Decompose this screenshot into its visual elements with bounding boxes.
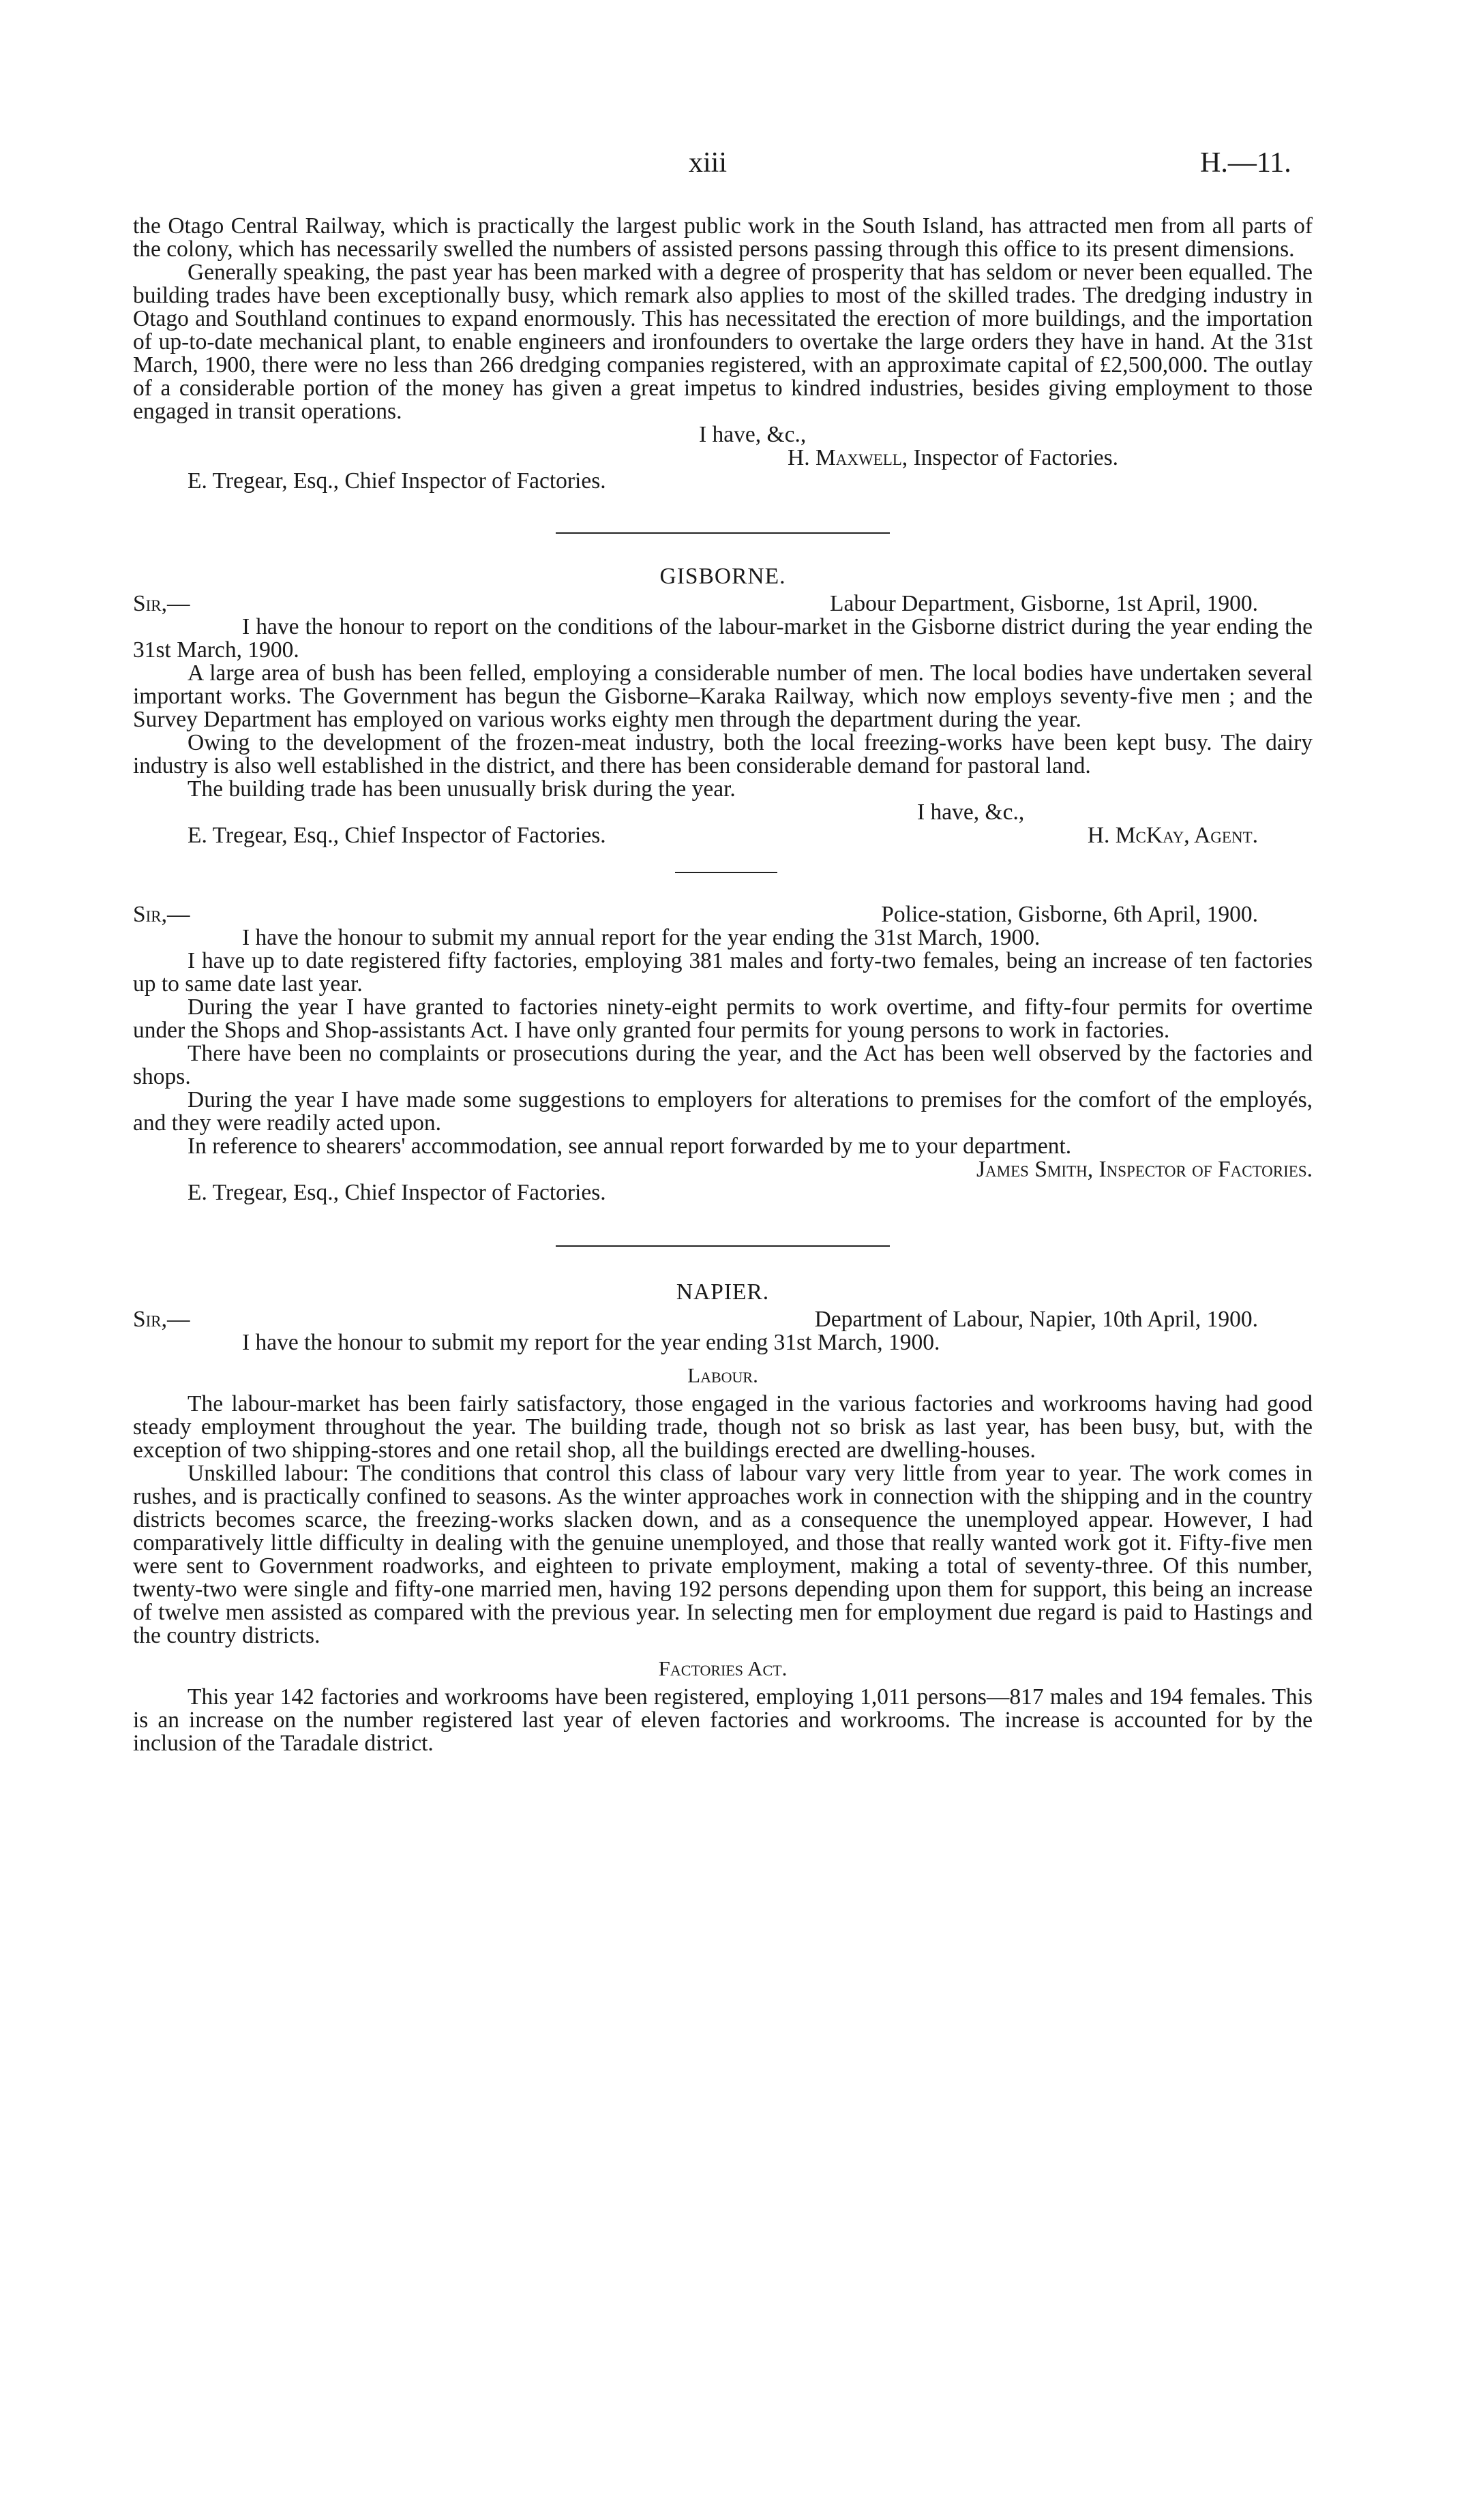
napier-paragraph-4: This year 142 factories and workrooms have been registered, employing 1,011 persons—817 males and 194 females. This is an increase on the number registered last year of eleven factories and workrooms. The increase is accounted for by the inclusion of the Taradale district.: [133, 1684, 1313, 1756]
napier-heading: NAPIER.: [676, 1279, 770, 1305]
gisborne-paragraph-1: I have the honour to report on the conditions of the labour-market in the Gisborne district during the year ending the 31st March, 1900.: [133, 614, 1313, 663]
section-divider-2: [556, 1245, 890, 1247]
police-dateline: Police-station, Gisborne, 6th April, 1900.: [881, 902, 1258, 927]
police-paragraph-3: During the year I have granted to factories ninety-eight permits to work overtime, and fifty-four permits for overtime under the Shops and Shop-assistants Act. I have only granted four permits for young persons to work in factories.: [133, 995, 1313, 1043]
napier-dateline: Department of Labour, Napier, 10th April, 1900.: [814, 1307, 1258, 1332]
police-paragraph-6: In reference to shearers' accommodation, see annual report forwarded by me to your department.: [188, 1134, 1072, 1159]
gisborne-paragraph-4: The building trade has been unusually brisk during the year.: [188, 776, 736, 802]
police-signature: James Smith, Inspector of Factories.: [976, 1157, 1313, 1182]
otago-signature: [133, 446, 1313, 470]
section-divider: [556, 532, 890, 534]
gisborne-closing: I have, &c.,: [917, 800, 1025, 825]
gisborne-salutation-row: [133, 592, 1313, 616]
gisborne-paragraph-2: A large area of bush has been felled, employing a considerable number of men. The local bodies have undertaken several important works. The Government has begun the Gisborne–Karaka Railway, which now employs seventy-five men ; and the Survey Department has employed on various works eighty men through the department during the year.: [133, 661, 1313, 732]
gisborne-addressee: E. Tregear, Esq., Chief Inspector of Factories.: [188, 823, 606, 848]
police-paragraph-1: I have the honour to submit my annual report for the year ending the 31st March, 1900.: [242, 925, 1041, 950]
gisborne-signature: H. McKay, Agent.: [1087, 823, 1258, 848]
gisborne-dateline: Labour Department, Gisborne, 1st April, 1900.: [829, 591, 1258, 616]
police-salutation-row: [133, 903, 1313, 926]
napier-subheading-factories-act: Factories Act.: [658, 1656, 788, 1680]
otago-signature-title: Inspector of Factories.: [913, 445, 1119, 470]
gisborne-salutation: Sir,—: [133, 591, 190, 616]
otago-signature-name: H. Maxwell,: [788, 445, 908, 470]
gisborne-heading: GISBORNE.: [659, 564, 786, 589]
police-paragraph-2: I have up to date registered fifty factories, employing 381 males and forty-two females, being an increase of ten factories up to same date last year.: [133, 948, 1313, 997]
short-divider: [675, 872, 777, 873]
police-addressee: E. Tregear, Esq., Chief Inspector of Factories.: [188, 1180, 606, 1205]
napier-salutation: Sir,—: [133, 1307, 190, 1332]
page-number: xiii: [689, 147, 728, 179]
otago-closing: I have, &c.,: [699, 422, 807, 447]
napier-salutation-row: [133, 1308, 1313, 1331]
napier-paragraph-1: I have the honour to submit my report for the year ending 31st March, 1900.: [242, 1330, 940, 1355]
otago-paragraph-1: the Otago Central Railway, which is practically the largest public work in the South Island, has attracted men from all parts of the colony, which has necessarily swelled the numbers of assisted persons passing through this office to its present dimensions.: [133, 213, 1313, 262]
gisborne-signoff: [133, 824, 1313, 847]
otago-addressee: E. Tregear, Esq., Chief Inspector of Factories.: [188, 468, 606, 494]
document-reference: H.—11.: [1200, 147, 1291, 179]
police-paragraph-4: There have been no complaints or prosecutions during the year, and the Act has been well observed by the factories and shops.: [133, 1041, 1313, 1089]
napier-subheading-labour: Labour.: [687, 1363, 758, 1387]
napier-paragraph-3: Unskilled labour: The conditions that control this class of labour vary very little from year to year. The work comes in rushes, and is practically confined to seasons. As the winter approaches work in connection with the shipping and in the country districts becomes scarce, the freezing-works slacken down, and as a consequence the unemployed appear. However, I had comparatively little difficulty in dealing with the genuine unemployed, and those that really wanted work got it. Fifty-five men were sent to Government roadworks, and eighteen to private employment, making a total of seventy-three. Of this number, twenty-two were single and fifty-one married men, having 192 persons depending upon them for support, this being an increase of twelve men assisted as compared with the previous year. In selecting men for employment due regard is paid to Hastings and the country districts.: [133, 1461, 1313, 1648]
police-paragraph-5: During the year I have made some suggestions to employers for alterations to premises for the comfort of the employés, and they were readily acted upon.: [133, 1087, 1313, 1136]
napier-paragraph-2: The labour-market has been fairly satisfactory, those engaged in the various factories and workrooms having had good steady employment throughout the year. The building trade, though not so brisk as last year, has been busy, but, with the exception of two shipping-stores and one retail shop, all the buildings erected are dwelling-houses.: [133, 1391, 1313, 1463]
gisborne-paragraph-3: Owing to the development of the frozen-meat industry, both the local freezing-works have been kept busy. The dairy industry is also well established in the district, and there has been considerable demand for pastoral land.: [133, 730, 1313, 778]
police-salutation: Sir,—: [133, 902, 190, 927]
otago-paragraph-2: Generally speaking, the past year has been marked with a degree of prosperity that has seldom or never been equalled. The building trades have been exceptionally busy, which remark also applies to most of the skilled trades. The dredging industry in Otago and Southland continues to expand enormously. This has necessitated the erection of more buildings, and the importation of up-to-date mechanical plant, to enable engineers and ironfounders to overtake the large orders they have in hand. At the 31st March, 1900, there were no less than 266 dredging companies registered, with an approximate capital of £2,500,000. The outlay of a considerable portion of the money has given a great impetus to kindred industries, besides giving employment to those engaged in transit operations.: [133, 260, 1313, 424]
page-body: [133, 136, 1313, 1755]
